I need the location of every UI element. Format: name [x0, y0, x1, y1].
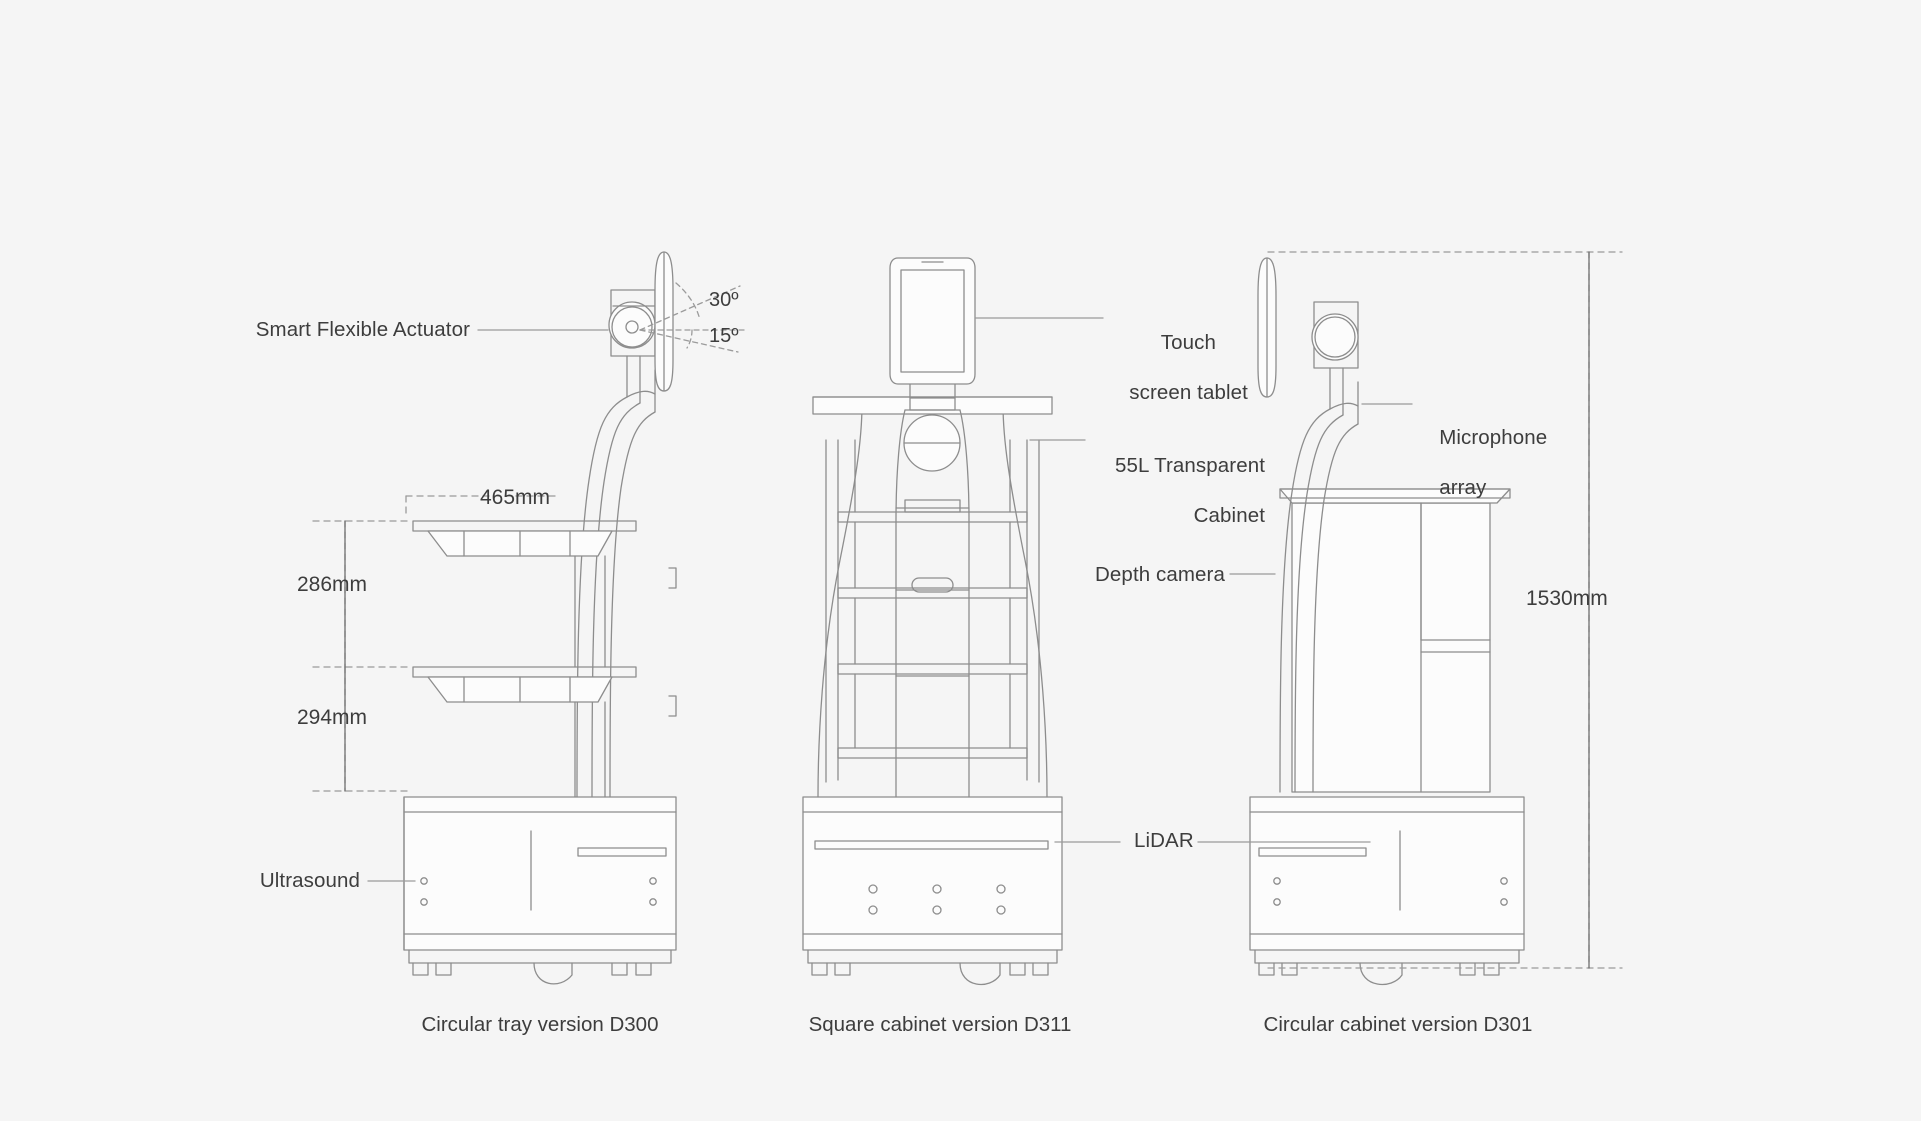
label-microphone-array-line2: array: [1439, 476, 1487, 499]
label-depth-camera: Depth camera: [1095, 563, 1225, 586]
label-microphone-array: [1416, 400, 1616, 525]
label-touch-screen-tablet-line2: screen tablet: [1129, 381, 1248, 404]
angle-outer-value: 30º: [709, 289, 739, 311]
label-transparent-cabinet-line1: 55L Transparent: [1114, 454, 1265, 477]
caption-middle-model: Square cabinet version D311: [808, 1013, 1072, 1036]
robot-middle-d311: [803, 258, 1062, 984]
label-lidar: LiDAR: [1134, 829, 1194, 852]
label-smart-flexible-actuator: Smart Flexible Actuator: [255, 318, 470, 341]
label-ultrasound: Ultrasound: [259, 869, 360, 892]
caption-left-model: Circular tray version D300: [421, 1013, 659, 1036]
dimension-lower-gap: 294mm: [297, 706, 368, 729]
robot-left-d300: [404, 252, 676, 984]
robot-right-d301: [1250, 258, 1524, 984]
dimension-tray-width: 465mm: [480, 486, 551, 509]
label-microphone-array-line1: Microphone: [1439, 426, 1548, 449]
dimension-upper-gap: 286mm: [297, 573, 368, 596]
label-touch-screen-tablet-line1: Touch: [1160, 331, 1217, 354]
label-transparent-cabinet-line2: Cabinet: [1193, 504, 1265, 527]
dimension-total-height: 1530mm: [1526, 587, 1608, 610]
caption-right-model: Circular cabinet version D301: [1263, 1013, 1533, 1036]
label-transparent-cabinet: [1000, 428, 1265, 553]
angle-inner-value: 15º: [709, 325, 739, 347]
label-touch-screen-tablet: [1097, 305, 1257, 430]
